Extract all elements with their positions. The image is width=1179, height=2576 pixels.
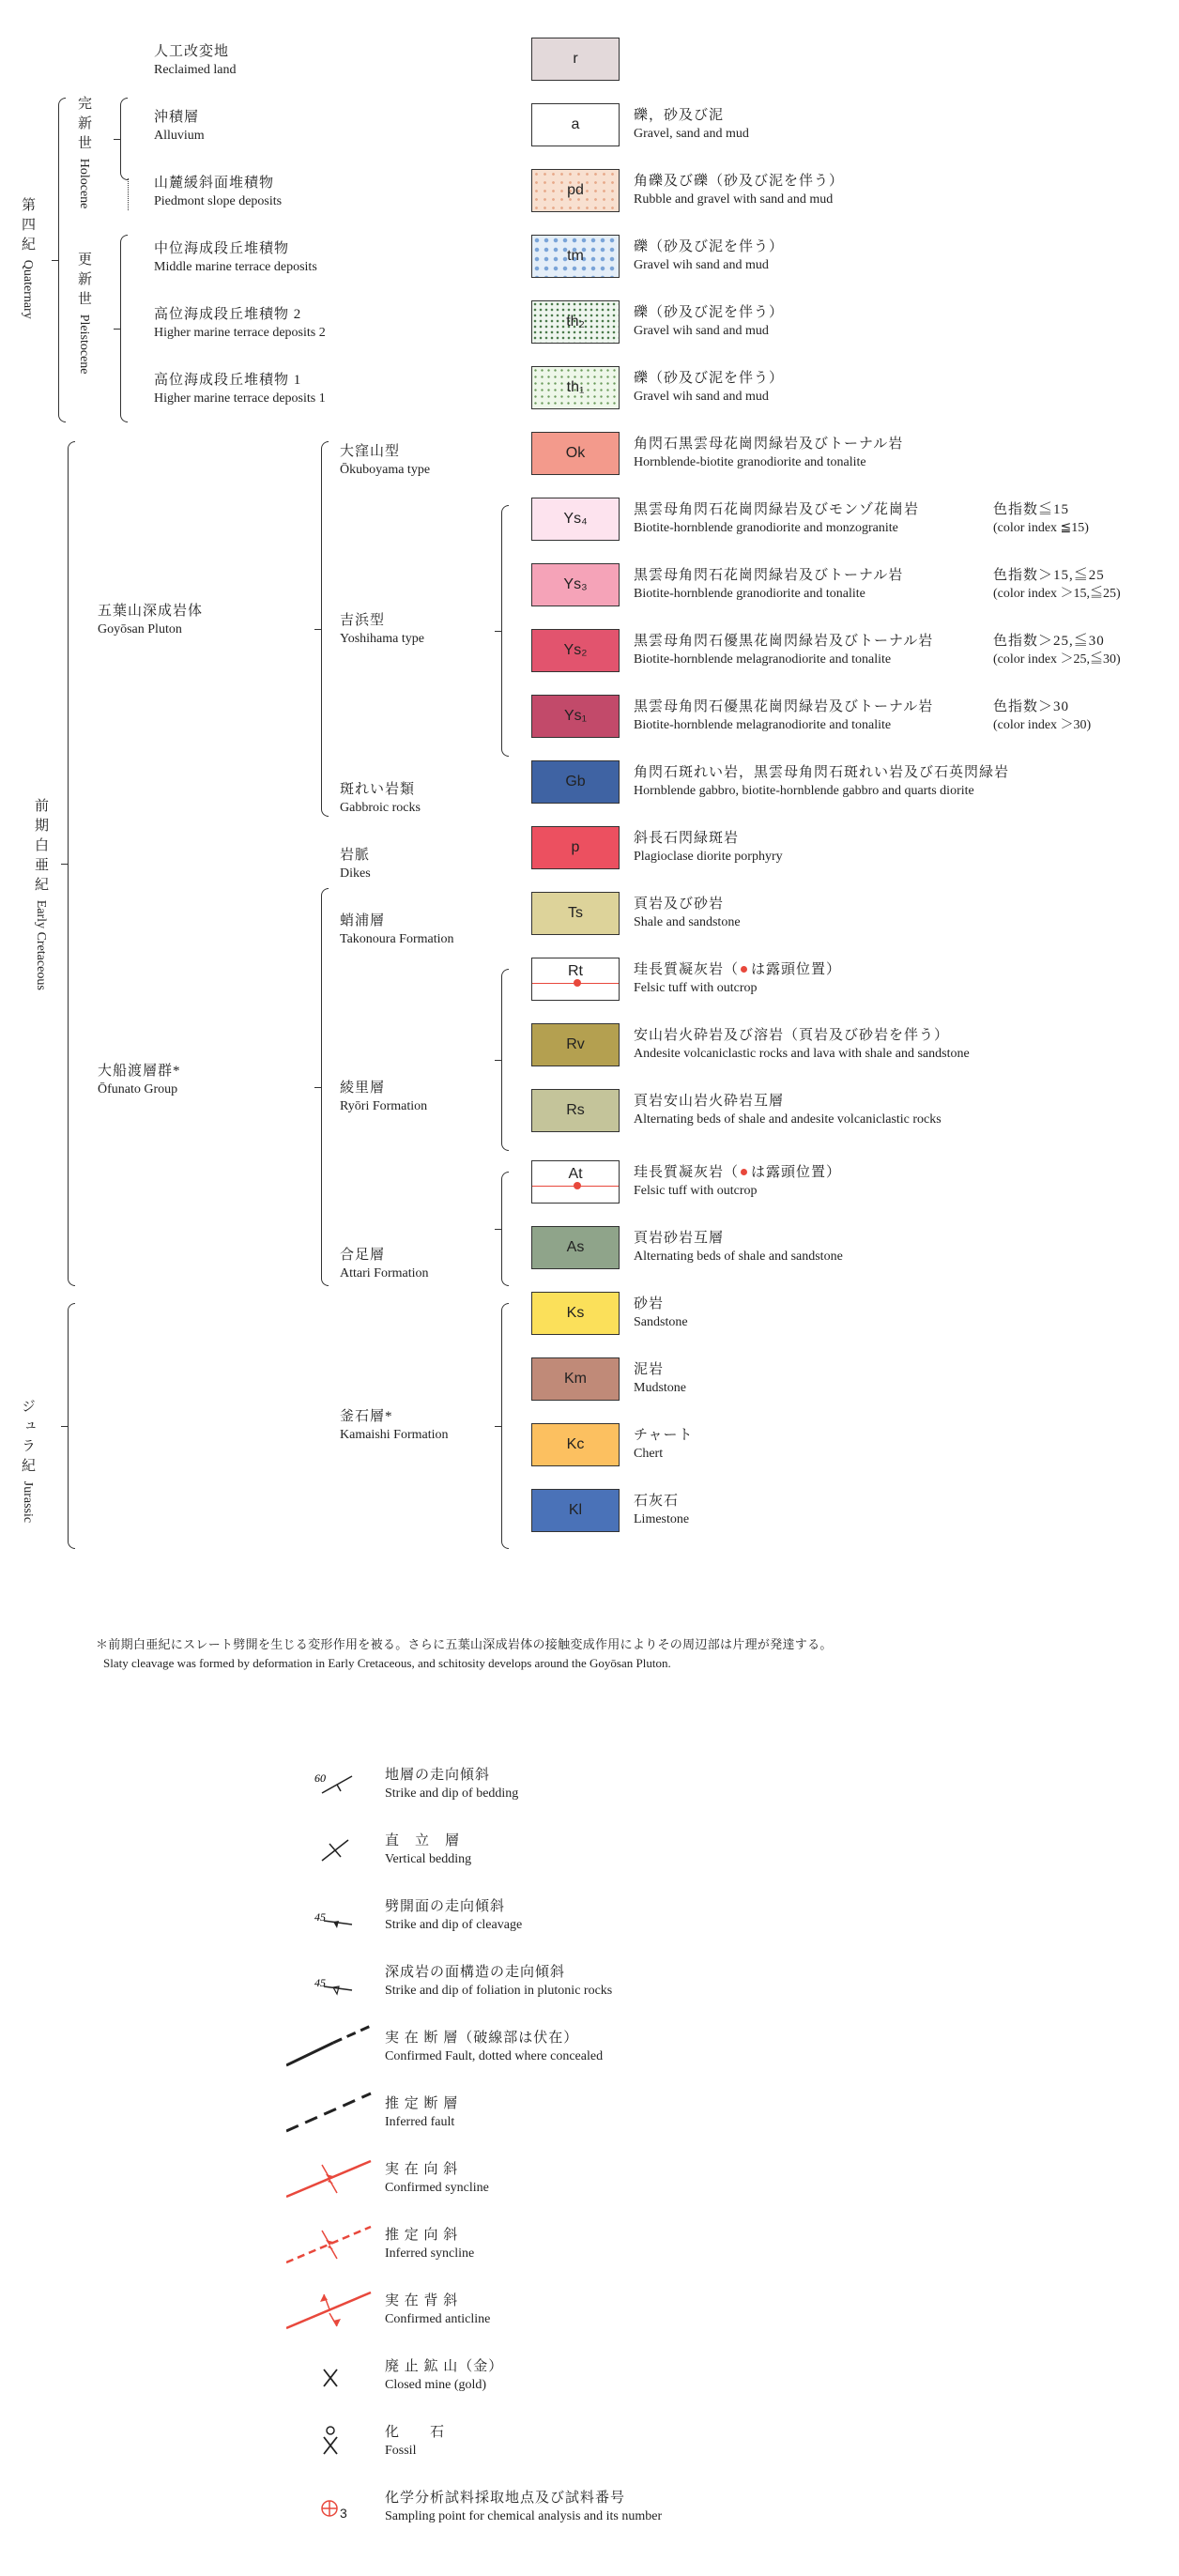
symbol-label-en: Confirmed syncline [385, 2181, 489, 2195]
legend-swatch-6 [531, 432, 620, 475]
legend-desc-en: Andesite volcaniclastic rocks and lava with shale and sandstone [634, 1047, 970, 1061]
legend-code: a [571, 116, 580, 132]
legend-desc-jp: 頁岩安山岩火砕岩互層 [634, 1094, 785, 1109]
legend-desc-jp: 礫，砂及び泥 [634, 108, 725, 123]
legend-desc-13 [634, 896, 741, 931]
footnote [96, 1635, 833, 1673]
legend-code: Rs [566, 1102, 585, 1118]
symbol-label-2 [385, 1898, 522, 1934]
legend-code: Ok [565, 445, 586, 461]
legend-desc-jp: 頁岩及び砂岩 [634, 897, 725, 912]
legend-swatch-14 [531, 958, 620, 1001]
epoch-holocene [75, 96, 92, 208]
legend-code: p [571, 839, 580, 855]
legend-desc-20 [634, 1361, 686, 1397]
quaternary-brace [58, 98, 66, 422]
legend-desc-1 [634, 107, 749, 143]
legend-desc-en: Gravel wih sand and mud [634, 258, 769, 272]
svg-text:45: 45 [314, 1976, 326, 1989]
attari-brace [501, 1172, 509, 1286]
jurassic-brace [68, 1303, 75, 1549]
symbol-label-jp: 実 在 向 斜 [385, 2162, 459, 2177]
color-index-jp: 色指数≦15 [993, 502, 1070, 517]
legend-desc-en: Biotite-hornblende granodiorite and monzogranite [634, 521, 898, 535]
outcrop-dot-icon [741, 966, 747, 973]
legend-desc-jp: 砂岩 [634, 1296, 665, 1311]
legend-desc-en: Gravel wih sand and mud [634, 324, 769, 338]
goyosan-brace [321, 441, 329, 817]
fossil-icon [286, 2418, 380, 2465]
cleavage-dip-icon [286, 1893, 380, 1940]
symbol-label-jp: 直 立 層 [385, 1833, 461, 1848]
legend-desc-en: Plagioclase diorite porphyry [634, 850, 783, 864]
legend-swatch-1 [531, 103, 620, 146]
legend-code: tm [567, 248, 584, 264]
legend-code: Ts [568, 905, 583, 921]
yoshihama-brace [501, 505, 509, 757]
legend-code: r [573, 51, 578, 67]
label-piedmont: 山麓緩斜面堆積物 Piedmont slope deposits [154, 176, 283, 208]
symbol-label-0 [385, 1767, 518, 1802]
svg-text:3: 3 [340, 2506, 347, 2521]
legend-swatch-2 [531, 169, 620, 212]
legend-desc-2 [634, 173, 844, 208]
symbol-label-en: Closed mine (gold) [385, 2378, 487, 2392]
symbol-label-9 [385, 2358, 503, 2394]
symbol-label-en: Inferred fault [385, 2115, 455, 2129]
symbol-label-jp: 推 定 向 斜 [385, 2228, 459, 2243]
legend-desc-en: Biotite-hornblende melagranodiorite and tonalite [634, 718, 892, 732]
inferred-fault-icon [286, 2090, 380, 2137]
legend-code: Ys₄ [563, 511, 588, 527]
epoch-holocene-en: Holocene [77, 158, 91, 209]
legend-desc-en: Biotite-hornblende melagranodiorite and tonalite [634, 652, 892, 667]
color-index-en: (color index ≦15) [993, 521, 1089, 535]
group-ofunato: 大船渡層群* Ōfunato Group [98, 1064, 181, 1096]
legend-desc-en: Rubble and gravel with sand and mud [634, 192, 834, 207]
label-alluvium: 沖積層 Alluvium [154, 110, 205, 143]
legend-swatch-3 [531, 235, 620, 278]
symbol-label-5 [385, 2095, 458, 2131]
legend-desc-4 [634, 304, 784, 340]
color-index-7 [993, 501, 1089, 537]
symbol-label-jp: 推 定 断 層 [385, 2096, 459, 2111]
unit-okuboyama: 大窪山型 Ōkuboyama type [340, 444, 431, 477]
legend-desc-jp: 角礫及び礫（砂及び泥を伴う） [634, 174, 845, 189]
symbol-label-jp: 化学分析試料採取地点及び試料番号 [385, 2491, 626, 2506]
legend-desc-5 [634, 370, 784, 406]
legend-desc-en: Alternating beds of shale and andesite volcaniclastic rocks [634, 1112, 942, 1127]
legend-desc-11 [634, 764, 1009, 800]
legend-swatch-5 [531, 366, 620, 409]
legend-desc-jp: チャート [634, 1428, 694, 1443]
legend-desc-9 [634, 633, 933, 668]
legend-swatch-16 [531, 1089, 620, 1132]
label-higher-terrace-2: 高位海成段丘堆積物 2 Higher marine terrace deposits 2 [154, 307, 326, 340]
confirmed-syncline-icon [286, 2155, 380, 2202]
symbol-label-en: Strike and dip of cleavage [385, 1918, 523, 1932]
legend-swatch-15 [531, 1023, 620, 1066]
color-index-en: (color index ＞15,≦25) [993, 587, 1121, 601]
legend-desc-21 [634, 1427, 694, 1463]
symbol-label-en: Vertical bedding [385, 1852, 472, 1866]
unit-takonoura: 蛸浦層 Takonoura Formation [340, 913, 454, 946]
legend-code: Ys₃ [563, 576, 588, 592]
period-early-cretaceous-en: Early Cretaceous [34, 899, 48, 990]
legend-desc-jp: 黒雲母角閃石優黒花崗閃緑岩及びトーナル岩 [634, 634, 934, 649]
confirmed-fault-icon [286, 2024, 380, 2071]
legend-swatch-11 [531, 760, 620, 804]
legend-desc-jp: 斜長石閃緑斑岩 [634, 831, 740, 846]
legend-desc-en: Felsic tuff with outcrop [634, 981, 758, 995]
dotted-divider [128, 178, 129, 210]
symbol-label-jp: 劈開面の走向傾斜 [385, 1899, 506, 1914]
pleistocene-brace [120, 235, 128, 422]
epoch-holocene-jp: 完新世 [76, 96, 91, 155]
legend-desc-en: Biotite-hornblende granodiorite and tonalite [634, 587, 865, 601]
symbol-label-jp: 化 石 [385, 2425, 446, 2440]
legend-swatch-20 [531, 1357, 620, 1401]
legend-desc-en: Gravel wih sand and mud [634, 390, 769, 404]
kamaishi-brace [501, 1303, 509, 1549]
color-index-10 [993, 698, 1091, 734]
symbol-label-3 [385, 1964, 612, 2000]
label-reclaimed-land: 人工改変地 Reclaimed land [154, 44, 237, 77]
symbol-label-jp: 実 在 断 層（破線部は伏在） [385, 2031, 579, 2046]
color-index-en: (color index ＞25,≦30) [993, 652, 1121, 667]
legend-desc-3 [634, 238, 784, 274]
period-jurassic-en: Jurassic [21, 1480, 35, 1524]
legend-desc-en: Shale and sandstone [634, 915, 741, 929]
symbol-label-en: Strike and dip of foliation in plutonic rocks [385, 1984, 613, 1998]
label-higher-terrace-1: 高位海成段丘堆積物 1 Higher marine terrace deposits 1 [154, 373, 326, 406]
symbol-label-4 [385, 2030, 603, 2065]
legend-swatch-19 [531, 1292, 620, 1335]
symbol-label-11 [385, 2490, 662, 2525]
symbol-label-en: Inferred syncline [385, 2246, 475, 2261]
legend-desc-jp-tail: は露頭位置） [751, 962, 842, 977]
color-index-9 [993, 633, 1121, 668]
legend-code: Kl [568, 1502, 583, 1518]
legend-desc-18 [634, 1230, 843, 1265]
legend-desc-17 [634, 1164, 841, 1200]
legend-swatch-22 [531, 1489, 620, 1532]
legend-code: Ks [566, 1305, 585, 1321]
footnote-en: Slaty cleavage was formed by deformation in Early Cretaceous, and schitosity develops around the Goyōsan Pluton. [103, 1656, 671, 1670]
legend-swatch-8 [531, 563, 620, 606]
symbol-label-8 [385, 2292, 490, 2328]
legend-desc-jp-tail: は露頭位置） [751, 1165, 842, 1180]
legend-swatch-10 [531, 695, 620, 738]
legend-code: Ys₁ [563, 708, 588, 724]
period-early-cretaceous-jp: 前期白亜紀 [33, 798, 48, 897]
legend-swatch-17 [531, 1160, 620, 1204]
holocene-brace [120, 98, 128, 180]
symbol-label-en: Fossil [385, 2444, 417, 2458]
legend-swatch-18 [531, 1226, 620, 1269]
legend-desc-jp: 黒雲母角閃石優黒花崗閃緑岩及びトーナル岩 [634, 699, 934, 714]
period-jurassic-jp: ジュラ紀 [20, 1399, 35, 1478]
symbol-label-6 [385, 2161, 489, 2197]
symbol-label-jp: 地層の走向傾斜 [385, 1768, 491, 1783]
color-index-en: (color index ＞30) [993, 718, 1092, 732]
unit-kamaishi: 釜石層* Kamaishi Formation [340, 1409, 449, 1442]
legend-desc-en: Limestone [634, 1512, 690, 1526]
legend-desc-en: Chert [634, 1447, 664, 1461]
legend-desc-14 [634, 961, 841, 997]
color-index-jp: 色指数＞15,≦25 [993, 568, 1105, 583]
legend-swatch-13 [531, 892, 620, 935]
legend-swatch-21 [531, 1423, 620, 1466]
legend-desc-en: Felsic tuff with outcrop [634, 1184, 758, 1198]
foliation-dip-icon [286, 1958, 380, 2005]
outcrop-dot-icon [741, 1169, 747, 1175]
symbol-label-en: Sampling point for chemical analysis and its number [385, 2509, 663, 2523]
legend-swatch-7 [531, 498, 620, 541]
legend-code: Km [564, 1371, 587, 1387]
outcrop-dot-icon [574, 1182, 581, 1189]
legend-swatch-0 [531, 38, 620, 81]
symbol-label-jp: 深成岩の面構造の走向傾斜 [385, 1965, 566, 1980]
legend-desc-12 [634, 830, 783, 866]
legend-desc-10 [634, 698, 933, 734]
legend-code: As [566, 1239, 585, 1255]
legend-code: Kc [566, 1436, 585, 1452]
unit-attari: 合足層 Attari Formation [340, 1248, 429, 1280]
legend-code: pd [567, 182, 584, 198]
closed-mine-icon [286, 2353, 380, 2400]
label-middle-terrace: 中位海成段丘堆積物 Middle marine terrace deposits [154, 241, 317, 274]
legend-desc-en: Alternating beds of shale and sandstone [634, 1250, 843, 1264]
legend-desc-jp: 礫（砂及び泥を伴う） [634, 239, 785, 254]
ofunato-brace [321, 888, 329, 1286]
symbol-label-jp: 実 在 背 斜 [385, 2293, 459, 2308]
color-index-jp: 色指数＞25,≦30 [993, 634, 1105, 649]
legend-desc-8 [634, 567, 903, 603]
period-quaternary [19, 197, 36, 319]
legend-desc-en: Mudstone [634, 1381, 686, 1395]
strike-dip-bedding-icon [286, 1761, 380, 1808]
period-quaternary-en: Quaternary [21, 259, 35, 319]
cretaceous-brace [68, 441, 75, 1286]
unit-gabbroic: 斑れい岩類 Gabbroic rocks [340, 782, 421, 815]
legend-desc-6 [634, 436, 903, 471]
outcrop-dot-icon [574, 979, 581, 987]
inferred-syncline-icon [286, 2221, 380, 2268]
legend-desc-22 [634, 1493, 689, 1528]
ryori-brace [501, 969, 509, 1151]
legend-desc-jp: 頁岩砂岩互層 [634, 1231, 725, 1246]
legend-desc-en: Gravel, sand and mud [634, 127, 749, 141]
legend-desc-jp: 珪長質凝灰岩（ は露頭位置） [634, 962, 842, 977]
legend-desc-jp: 安山岩火砕岩及び溶岩（頁岩及び砂岩を伴う） [634, 1028, 950, 1043]
vertical-bedding-icon [286, 1827, 380, 1874]
symbol-label-en: Confirmed Fault, dotted where concealed [385, 2049, 604, 2063]
color-index-8 [993, 567, 1121, 603]
symbol-label-en: Strike and dip of bedding [385, 1786, 519, 1801]
symbol-label-7 [385, 2227, 474, 2262]
legend-desc-jp: 角閃石斑れい岩，黒雲母角閃石斑れい岩及び石英閃緑岩 [634, 765, 1010, 780]
symbol-label-1 [385, 1832, 471, 1868]
svg-text:45: 45 [314, 1910, 326, 1924]
symbol-label-en: Confirmed anticline [385, 2312, 491, 2326]
legend-desc-jp: 礫（砂及び泥を伴う） [634, 371, 785, 386]
legend-desc-jp: 礫（砂及び泥を伴う） [634, 305, 785, 320]
epoch-pleistocene [75, 252, 92, 375]
legend-code: Gb [565, 774, 586, 790]
legend-code: th₂ [566, 314, 585, 330]
legend-desc-jp: 黒雲母角閃石花崗閃緑岩及びトーナル岩 [634, 568, 904, 583]
legend-code: Ys₂ [563, 642, 588, 658]
legend-desc-7 [634, 501, 919, 537]
legend-swatch-9 [531, 629, 620, 672]
legend-code: At [568, 1166, 583, 1182]
legend-desc-jp: 角閃石黒雲母花崗閃緑岩及びトーナル岩 [634, 437, 904, 452]
legend-desc-jp: 珪長質凝灰岩（ は露頭位置） [634, 1165, 842, 1180]
sampling-point-icon [286, 2484, 380, 2531]
footnote-jp: ＊前期白亜紀にスレート劈開を生じる変形作用を被る。さらに五葉山深成岩体の接触変成作用によりその周辺部は片理が発達する。 [96, 1637, 833, 1651]
legend-desc-en: Sandstone [634, 1315, 688, 1329]
unit-ryori: 綾里層 Ryōri Formation [340, 1081, 428, 1113]
legend-desc-jp: 黒雲母角閃石花崗閃緑岩及びモンゾ花崗岩 [634, 502, 920, 517]
confirmed-anticline-icon [286, 2287, 380, 2334]
symbol-label-10 [385, 2424, 445, 2460]
svg-text:60: 60 [314, 1771, 326, 1785]
legend-code: th₁ [566, 379, 585, 395]
legend-desc-16 [634, 1093, 942, 1128]
legend-swatch-12 [531, 826, 620, 869]
legend-code: Rt [568, 963, 583, 979]
period-early-cretaceous [32, 798, 49, 990]
legend-desc-jp: 石灰石 [634, 1494, 680, 1509]
legend-desc-en: Hornblende-biotite granodiorite and tonalite [634, 455, 866, 469]
legend-desc-15 [634, 1027, 970, 1063]
color-index-jp: 色指数＞30 [993, 699, 1070, 714]
unit-dikes: 岩脈 Dikes [340, 848, 371, 881]
group-goyosan: 五葉山深成岩体 Goyōsan Pluton [98, 604, 204, 636]
symbol-label-jp: 廃 止 鉱 山（金） [385, 2359, 504, 2374]
period-jurassic [19, 1399, 36, 1523]
period-quaternary-jp: 第四紀 [20, 197, 35, 256]
legend-swatch-4 [531, 300, 620, 344]
legend-desc-19 [634, 1296, 688, 1331]
unit-yoshihama: 吉浜型 Yoshihama type [340, 613, 424, 646]
epoch-pleistocene-jp: 更新世 [76, 252, 91, 311]
legend-desc-en: Hornblende gabbro, biotite-hornblende gabbro and quarts diorite [634, 784, 974, 798]
legend-code: Rv [566, 1036, 585, 1052]
legend-desc-jp: 泥岩 [634, 1362, 665, 1377]
epoch-pleistocene-en: Pleistocene [77, 314, 91, 375]
